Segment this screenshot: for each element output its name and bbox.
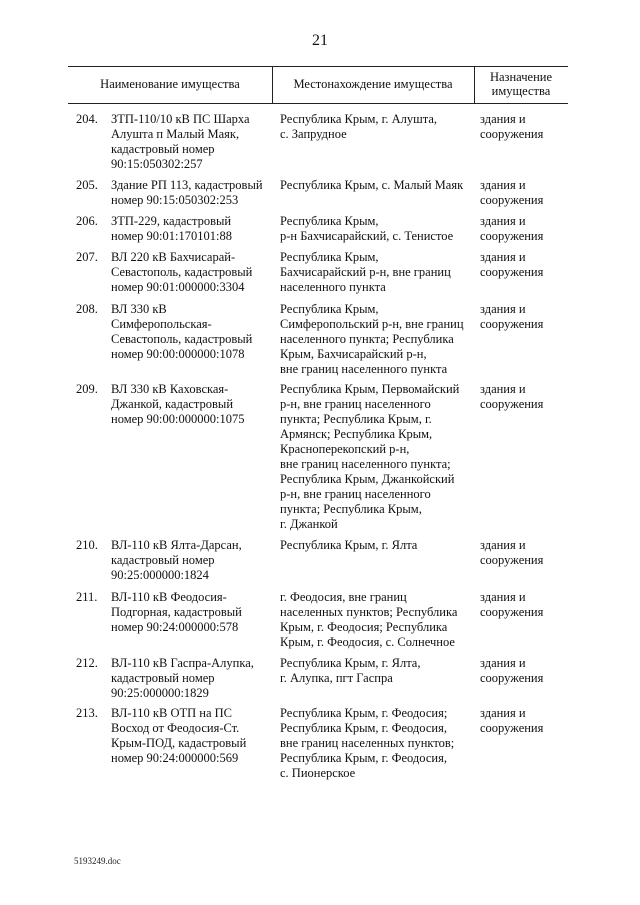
row-number: 206. bbox=[76, 214, 98, 228]
property-name: ВЛ 330 кВ Симферопольская- Севастополь, кадастровый номер 90:00:000000:1078 bbox=[111, 302, 253, 361]
header-location-column: Местонахождение имущества bbox=[293, 77, 453, 91]
property-purpose: здания и сооружения bbox=[480, 250, 544, 279]
row-number: 208. bbox=[76, 302, 98, 316]
property-name: ВЛ 330 кВ Каховская- Джанкой, кадастровый номер 90:00:000000:1075 bbox=[111, 382, 245, 426]
row-number: 205. bbox=[76, 178, 98, 192]
table-header-top-rule bbox=[68, 66, 568, 67]
property-name: ВЛ 220 кВ Бахчисарай- Севастополь, кадастровый номер 90:01:000000:3304 bbox=[111, 250, 253, 294]
row-number: 212. bbox=[76, 656, 98, 670]
property-purpose: здания и сооружения bbox=[480, 538, 544, 567]
table-header-divider bbox=[272, 66, 273, 103]
property-name: ЗТП-229, кадастровый номер 90:01:170101:88 bbox=[111, 214, 232, 243]
property-location: Республика Крым, Бахчисарайский р-н, вне границ населенного пункта bbox=[280, 250, 451, 294]
property-purpose: здания и сооружения bbox=[480, 112, 544, 141]
header-purpose-column: Назначение имущества bbox=[489, 70, 552, 98]
property-name: ВЛ-110 кВ Феодосия- Подгорная, кадастровый номер 90:24:000000:578 bbox=[111, 590, 242, 634]
property-purpose: здания и сооружения bbox=[480, 706, 544, 735]
property-name: Здание РП 113, кадастровый номер 90:15:050302:253 bbox=[111, 178, 263, 207]
property-location: г. Феодосия, вне границ населенных пунктов; Республика Крым, г. Феодосия; Республика Крым, г. Феодосия, с. Солнечное bbox=[280, 590, 458, 649]
row-number: 204. bbox=[76, 112, 98, 126]
property-name: ЗТП-110/10 кВ ПС Шарха Алушта п Малый Маяк, кадастровый номер 90:15:050302:257 bbox=[111, 112, 250, 171]
property-location: Республика Крым, г. Феодосия; Республика Крым, г. Феодосия, вне границ населенных пунктов; Республика Крым, г. Феодосия, с. Пионерское bbox=[280, 706, 455, 780]
property-name: ВЛ-110 кВ Ялта-Дарсан, кадастровый номер 90:25:000000:1824 bbox=[111, 538, 242, 582]
row-number: 213. bbox=[76, 706, 98, 720]
property-location: Республика Крым, Первомайский р-н, вне границ населенного пункта; Республика Крым, г. Армянск; Республика Крым, Красноперекопский р-н, вне границ населенного пункта; Республика Крым, Джанкойский р-н, вне границ населенного пункта; Республика Крым, г. Джанкой bbox=[280, 382, 460, 531]
page-number: 21 bbox=[312, 32, 328, 49]
row-number: 210. bbox=[76, 538, 98, 552]
property-purpose: здания и сооружения bbox=[480, 590, 544, 619]
row-number: 209. bbox=[76, 382, 98, 396]
property-purpose: здания и сооружения bbox=[480, 382, 544, 411]
property-location: Республика Крым, г. Ялта bbox=[280, 538, 418, 552]
property-location: Республика Крым, г. Ялта, г. Алупка, пгт Гаспра bbox=[280, 656, 421, 685]
property-location: Республика Крым, р-н Бахчисарайский, с. Тенистое bbox=[280, 214, 454, 243]
property-name: ВЛ-110 кВ Гаспра-Алупка, кадастровый номер 90:25:000000:1829 bbox=[111, 656, 254, 700]
property-name: ВЛ-110 кВ ОТП на ПС Восход от Феодосия-Ст. Крым-ПОД, кадастровый номер 90:24:000000:569 bbox=[111, 706, 247, 765]
property-purpose: здания и сооружения bbox=[480, 178, 544, 207]
property-location: Республика Крым, г. Алушта, с. Запрудное bbox=[280, 112, 438, 141]
property-purpose: здания и сооружения bbox=[480, 302, 544, 331]
table-header-divider bbox=[474, 66, 475, 103]
property-purpose: здания и сооружения bbox=[480, 656, 544, 685]
row-number: 207. bbox=[76, 250, 98, 264]
header-name-column: Наименование имущества bbox=[100, 77, 240, 91]
property-location: Республика Крым, с. Малый Маяк bbox=[280, 178, 464, 192]
property-purpose: здания и сооружения bbox=[480, 214, 544, 243]
property-location: Республика Крым, Симферопольский р-н, вне границ населенного пункта; Республика Крым, Бахчисарайский р-н, вне границ населенного пункта bbox=[280, 302, 464, 376]
row-number: 211. bbox=[76, 590, 98, 604]
table-header-bottom-rule bbox=[68, 103, 568, 104]
document-file-code: 5193249.doc bbox=[74, 856, 121, 866]
